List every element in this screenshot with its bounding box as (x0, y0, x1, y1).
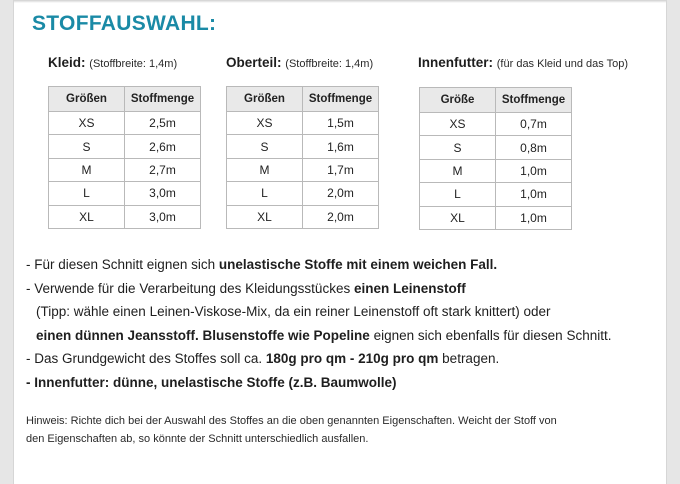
table-row (227, 158, 379, 181)
list-item-continuation: (Tipp: wähle einen Leinen-Viskose-Mix, da ein reiner Leinenstoff oft stark knittert) oder (36, 304, 551, 319)
amount-cell: 3,0m (125, 182, 201, 205)
list-item: - Das Grundgewicht des Stoffes soll ca. 180g pro qm - 210g pro qm betragen. (26, 351, 500, 366)
table-row (227, 135, 379, 158)
document-page (13, 0, 667, 484)
list-item: - Innenfutter: dünne, unelastische Stoffe (z.B. Baumwolle) (26, 374, 397, 390)
size-cell: XS (227, 112, 303, 135)
amount-cell: 1,0m (496, 183, 572, 206)
size-cell: M (227, 158, 303, 181)
hint-note (26, 413, 557, 448)
list-item: - Verwende für die Verarbeitung des Kleidungsstückes einen Leinenstoff (26, 280, 466, 296)
amount-cell: 0,8m (496, 136, 572, 159)
size-cell: XL (420, 206, 496, 229)
amount-cell: 1,5m (303, 112, 379, 135)
table-row (420, 206, 572, 229)
list-item: - Für diesen Schnitt eignen sich unelastische Stoffe mit einem weichen Fall. (26, 257, 498, 272)
table-row (49, 112, 201, 135)
table-row (227, 112, 379, 135)
column-header: Stoffmenge (125, 87, 201, 112)
column-header: Stoffmenge (303, 87, 379, 112)
table-row (49, 135, 201, 158)
amount-cell: 1,0m (496, 159, 572, 182)
size-cell: S (420, 136, 496, 159)
amount-cell: 2,7m (125, 158, 201, 181)
column-header: Größen (49, 87, 125, 112)
size-table-kleid (48, 86, 201, 229)
table-header-row (227, 87, 379, 112)
size-cell: M (420, 159, 496, 182)
hint-line: den Eigenschaften ab, so könnte der Schnitt unterschiedlich ausfallen. (26, 432, 369, 445)
size-cell: L (49, 182, 125, 205)
section-title: Kleid: (48, 55, 86, 70)
table-row (227, 182, 379, 205)
size-cell: S (227, 135, 303, 158)
table-header-row (420, 88, 572, 113)
size-cell: XL (227, 205, 303, 228)
size-cell: XS (49, 112, 125, 135)
size-cell: M (49, 158, 125, 181)
column-header: Stoffmenge (496, 88, 572, 113)
table-row (49, 182, 201, 205)
table-row (420, 183, 572, 206)
section-heading-kleid (48, 55, 177, 70)
size-cell: L (227, 182, 303, 205)
hint-line: Hinweis: Richte dich bei der Auswahl des Stoffes an die oben genannten Eigenschaften. Weicht der Stoff von (26, 415, 557, 427)
size-table-innenfutter (419, 87, 572, 230)
section-title: Innenfutter: (418, 55, 493, 70)
amount-cell: 1,0m (496, 206, 572, 229)
fabric-guidelines-list (26, 253, 611, 394)
amount-cell: 1,6m (303, 135, 379, 158)
table-row (420, 136, 572, 159)
table-row (49, 158, 201, 181)
column-header: Größe (420, 88, 496, 113)
table-row (49, 205, 201, 228)
amount-cell: 3,0m (125, 205, 201, 228)
amount-cell: 2,0m (303, 205, 379, 228)
list-item-continuation: einen dünnen Jeansstoff. Blusenstoffe wie Popeline eignen sich ebenfalls für diesen Schnitt. (36, 327, 612, 343)
size-table-oberteil (226, 86, 379, 229)
table-row (227, 205, 379, 228)
section-note: (Stoffbreite: 1,4m) (285, 58, 374, 70)
size-cell: L (420, 183, 496, 206)
section-note: (für das Kleid und das Top) (496, 58, 629, 70)
amount-cell: 1,7m (303, 158, 379, 181)
amount-cell: 2,5m (125, 112, 201, 135)
amount-cell: 2,6m (125, 135, 201, 158)
table-header-row (49, 87, 201, 112)
column-header: Größen (227, 87, 303, 112)
size-cell: S (49, 135, 125, 158)
page-top-edge (14, 0, 666, 3)
table-row (420, 159, 572, 182)
section-title: Oberteil: (226, 55, 282, 70)
page-title: STOFFAUSWAHL: (32, 12, 217, 35)
amount-cell: 0,7m (496, 113, 572, 136)
amount-cell: 2,0m (303, 182, 379, 205)
size-cell: XL (49, 205, 125, 228)
section-heading-oberteil (226, 55, 373, 70)
size-cell: XS (420, 113, 496, 136)
section-note: (Stoffbreite: 1,4m) (89, 58, 178, 70)
table-row (420, 113, 572, 136)
section-heading-innenfutter (418, 55, 628, 70)
